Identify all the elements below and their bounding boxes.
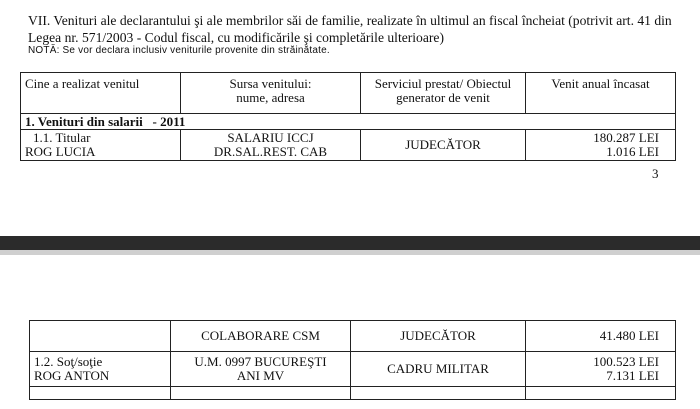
page-number: 3 [652, 166, 659, 181]
row1-income-line2: 1.016 LEI [606, 144, 659, 159]
row3-income-line2: 7.131 LEI [606, 368, 659, 383]
table-row [30, 352, 676, 387]
row1-source-line1: SALARIU ICCJ [227, 130, 314, 145]
header-source-line1: Sursa venitului: [229, 76, 312, 91]
header-who-label: Cine a realizat venitul [25, 76, 140, 91]
row3-source-line2: ANI MV [236, 368, 285, 383]
row4-who [30, 387, 171, 400]
header-service-line2: generator de venit [396, 90, 490, 105]
header-source-line2: nume, adresa [236, 90, 305, 105]
header-source [181, 73, 361, 114]
row4-service [351, 387, 526, 400]
row3-source [171, 352, 351, 387]
page-break-band [0, 236, 700, 250]
row1-who [21, 130, 181, 161]
row3-income-line1: 100.523 LEI [593, 354, 659, 369]
row3-who [30, 352, 171, 387]
header-income-label: Venit anual încasat [551, 76, 650, 91]
section-heading: VII. Venituri ale declarantului şi ale membrilor săi de familie, realizate în ultimul an fiscal încheiat (potrivit art. 41 din Legea nr. 571/2003 - Codul fiscal, cu modificările şi completările ulterioare) [28, 13, 672, 45]
income-table-page3 [20, 72, 676, 161]
row1-source-line2: DR.SAL.REST. CAB [213, 144, 328, 159]
row3-income [526, 352, 676, 387]
table-header-row [21, 73, 676, 114]
table-row [30, 321, 676, 352]
header-income [526, 73, 676, 114]
section-label: 1. Venituri din salarii - 2011 [21, 114, 676, 130]
table-row-partial [30, 387, 676, 400]
table-row [21, 130, 676, 161]
row1-who-line2: ROG LUCIA [25, 144, 96, 159]
row3-who-line1: 1.2. Soţ/soţie [34, 354, 103, 369]
row1-income [526, 130, 676, 161]
income-table-continued [29, 320, 676, 400]
row2-who [30, 321, 171, 352]
header-who [21, 73, 181, 114]
row4-source [171, 387, 351, 400]
row1-source [181, 130, 361, 161]
row1-service: JUDECĂTOR [361, 130, 526, 161]
row2-source: COLABORARE CSM [171, 321, 351, 352]
header-service-line1: Serviciul prestat/ Obiectul [374, 76, 512, 91]
row2-service: JUDECĂTOR [351, 321, 526, 352]
row1-income-line1: 180.287 LEI [593, 130, 659, 145]
row4-income [526, 387, 676, 400]
row3-who-line2: ROG ANTON [34, 368, 110, 383]
row3-source-line1: U.M. 0997 BUCUREŞTI [194, 354, 327, 369]
header-service [361, 73, 526, 114]
row1-who-line1: 1.1. Titular [33, 130, 91, 145]
row3-service: CADRU MILITAR [351, 352, 526, 387]
section-row [21, 114, 676, 130]
row2-income: 41.480 LEI [526, 321, 676, 352]
section-note: NOTĂ: Se vor declara inclusiv veniturile provenite din străinătate. [28, 45, 330, 56]
